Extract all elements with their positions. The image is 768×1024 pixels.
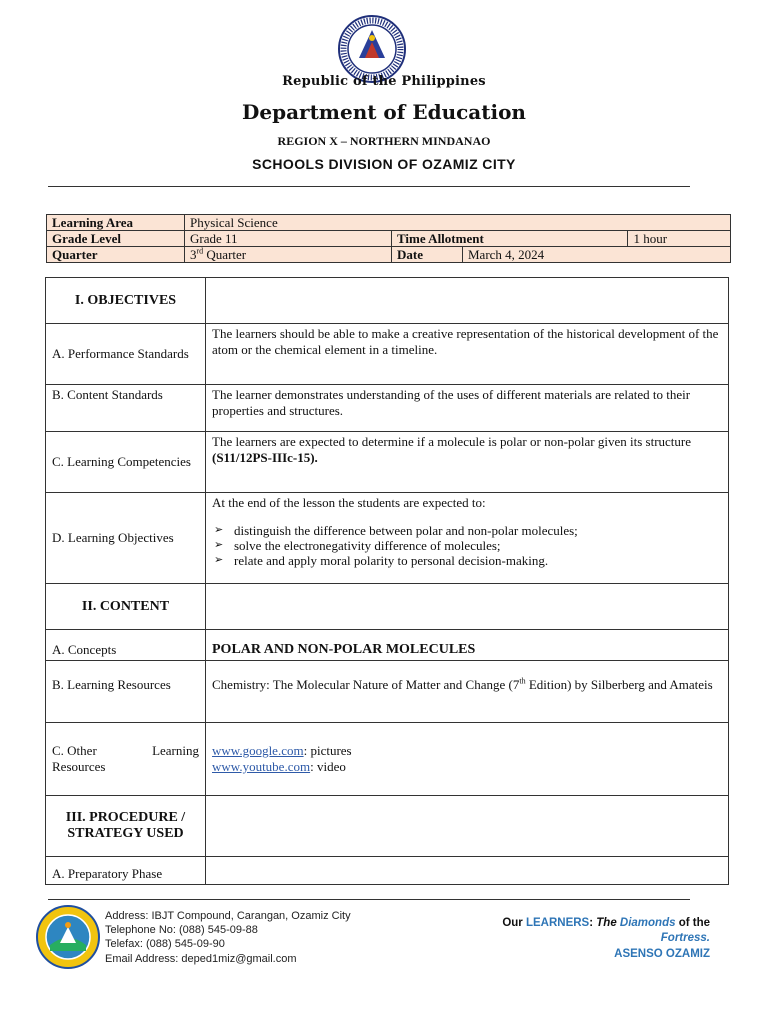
region-heading: REGION X – NORTHERN MINDANAO bbox=[277, 134, 491, 148]
arrow-bullet-icon: ➢ bbox=[214, 554, 224, 566]
learning-objectives-row bbox=[46, 493, 729, 584]
division-heading: SCHOOLS DIVISION OF OZAMIZ CITY bbox=[252, 156, 516, 172]
content-standards-label: B. Content Standards bbox=[46, 385, 206, 432]
youtube-link[interactable]: www.youtube.com bbox=[212, 759, 311, 774]
asenso-ozamiz-slogan: ASENSO OZAMIZ bbox=[614, 948, 710, 958]
lesson-info-table bbox=[46, 214, 731, 263]
other-resources-label: C. Other Learning Resources bbox=[46, 723, 206, 796]
preparatory-phase-cell bbox=[206, 857, 729, 885]
learning-resources-cell: Chemistry: The Molecular Nature of Matter and Change (7th Edition) by Silberberg and Amateis bbox=[206, 661, 729, 723]
footer-telephone: Telephone No: (088) 545-09-88 bbox=[105, 924, 258, 937]
performance-standards-text: The learners should be able to make a creative representation of the historical development of the atom or the chemical element in a timeline. bbox=[206, 324, 729, 385]
learning-objectives-list bbox=[212, 523, 722, 568]
google-link[interactable]: www.google.com bbox=[212, 743, 304, 758]
arrow-bullet-icon: ➢ bbox=[214, 524, 224, 536]
other-resources-cell: www.google.com: pictures www.youtube.com: video bbox=[206, 723, 729, 796]
department-heading: Department of Education bbox=[242, 100, 526, 124]
learning-area-value: Physical Science bbox=[185, 215, 731, 231]
procedure-section-row bbox=[46, 796, 729, 857]
learning-competencies-row bbox=[46, 432, 729, 493]
learning-objectives-intro: At the end of the lesson the students are expected to: bbox=[212, 495, 486, 510]
learning-competencies-label: C. Learning Competencies bbox=[46, 432, 206, 493]
learning-competencies-cell bbox=[206, 432, 729, 493]
content-standards-row bbox=[46, 385, 729, 432]
header-divider bbox=[48, 186, 690, 187]
quarter-number: 3 bbox=[190, 247, 197, 262]
objective-item: ➢ solve the electronegativity difference of molecules; bbox=[214, 538, 501, 553]
time-allotment-value: 1 hour bbox=[628, 231, 731, 247]
concepts-label: A. Concepts bbox=[46, 630, 206, 661]
objective-item: ➢ distinguish the difference between polar and non-polar molecules; bbox=[214, 523, 578, 538]
content-heading: II. CONTENT bbox=[46, 584, 206, 630]
footer-divider bbox=[48, 899, 690, 900]
time-allotment-label: Time Allotment bbox=[392, 231, 628, 247]
learning-resources-row bbox=[46, 661, 729, 723]
concepts-row bbox=[46, 630, 729, 661]
objectives-empty-cell bbox=[206, 278, 729, 324]
quarter-label: Quarter bbox=[47, 247, 185, 263]
learning-objectives-cell bbox=[206, 493, 729, 584]
learning-area-label: Learning Area bbox=[47, 215, 185, 231]
footer-address: Address: IBJT Compound, Carangan, Ozamiz City bbox=[105, 910, 351, 922]
info-row-quarter bbox=[47, 247, 731, 263]
content-standards-text: The learner demonstrates understanding of the uses of different materials are related to their properties and structures. bbox=[206, 385, 729, 432]
lesson-plan-table bbox=[45, 277, 729, 885]
date-value: March 4, 2024 bbox=[463, 247, 731, 263]
grade-level-label: Grade Level bbox=[47, 231, 185, 247]
footer-email: Email Address: deped1miz@gmail.com bbox=[105, 952, 297, 965]
other-resources-row bbox=[46, 723, 729, 796]
footer-tagline: Our LEARNERS: The Diamonds of the Fortress. bbox=[502, 917, 710, 944]
quarter-word: Quarter bbox=[203, 247, 247, 262]
procedure-empty-cell bbox=[206, 796, 729, 857]
grade-level-value: Grade 11 bbox=[185, 231, 392, 247]
learning-resources-label: B. Learning Resources bbox=[46, 661, 206, 723]
competency-code: (S11/12PS-IIIc-15). bbox=[212, 450, 318, 465]
footer-address-block bbox=[105, 909, 351, 966]
objectives-heading: I. OBJECTIVES bbox=[46, 278, 206, 324]
learning-competencies-text: The learners are expected to determine if a molecule is polar or non-polar given its structure bbox=[212, 434, 692, 449]
preparatory-phase-label: A. Preparatory Phase bbox=[46, 857, 206, 885]
objective-item: ➢ relate and apply moral polarity to personal decision-making. bbox=[214, 553, 549, 568]
preparatory-phase-row bbox=[46, 857, 729, 885]
concepts-text: POLAR AND NON-POLAR MOLECULES bbox=[206, 630, 729, 661]
performance-standards-row bbox=[46, 324, 729, 385]
date-label: Date bbox=[392, 247, 463, 263]
content-section-row bbox=[46, 584, 729, 630]
division-seal-logo bbox=[36, 905, 100, 969]
footer-telefax: Telefax: (088) 545-09-90 bbox=[105, 938, 225, 951]
objectives-section-row bbox=[46, 278, 729, 324]
procedure-heading: III. PROCEDURE / STRATEGY USED bbox=[46, 796, 206, 857]
learning-objectives-label: D. Learning Objectives bbox=[46, 493, 206, 584]
content-empty-cell bbox=[206, 584, 729, 630]
arrow-bullet-icon: ➢ bbox=[214, 539, 224, 551]
quarter-suffix: rd bbox=[196, 246, 204, 256]
info-row-learning-area bbox=[47, 215, 731, 231]
info-row-grade-level bbox=[47, 231, 731, 247]
quarter-value bbox=[185, 247, 392, 263]
republic-heading: Republic of the Philippines bbox=[282, 74, 486, 89]
performance-standards-label: A. Performance Standards bbox=[46, 324, 206, 385]
